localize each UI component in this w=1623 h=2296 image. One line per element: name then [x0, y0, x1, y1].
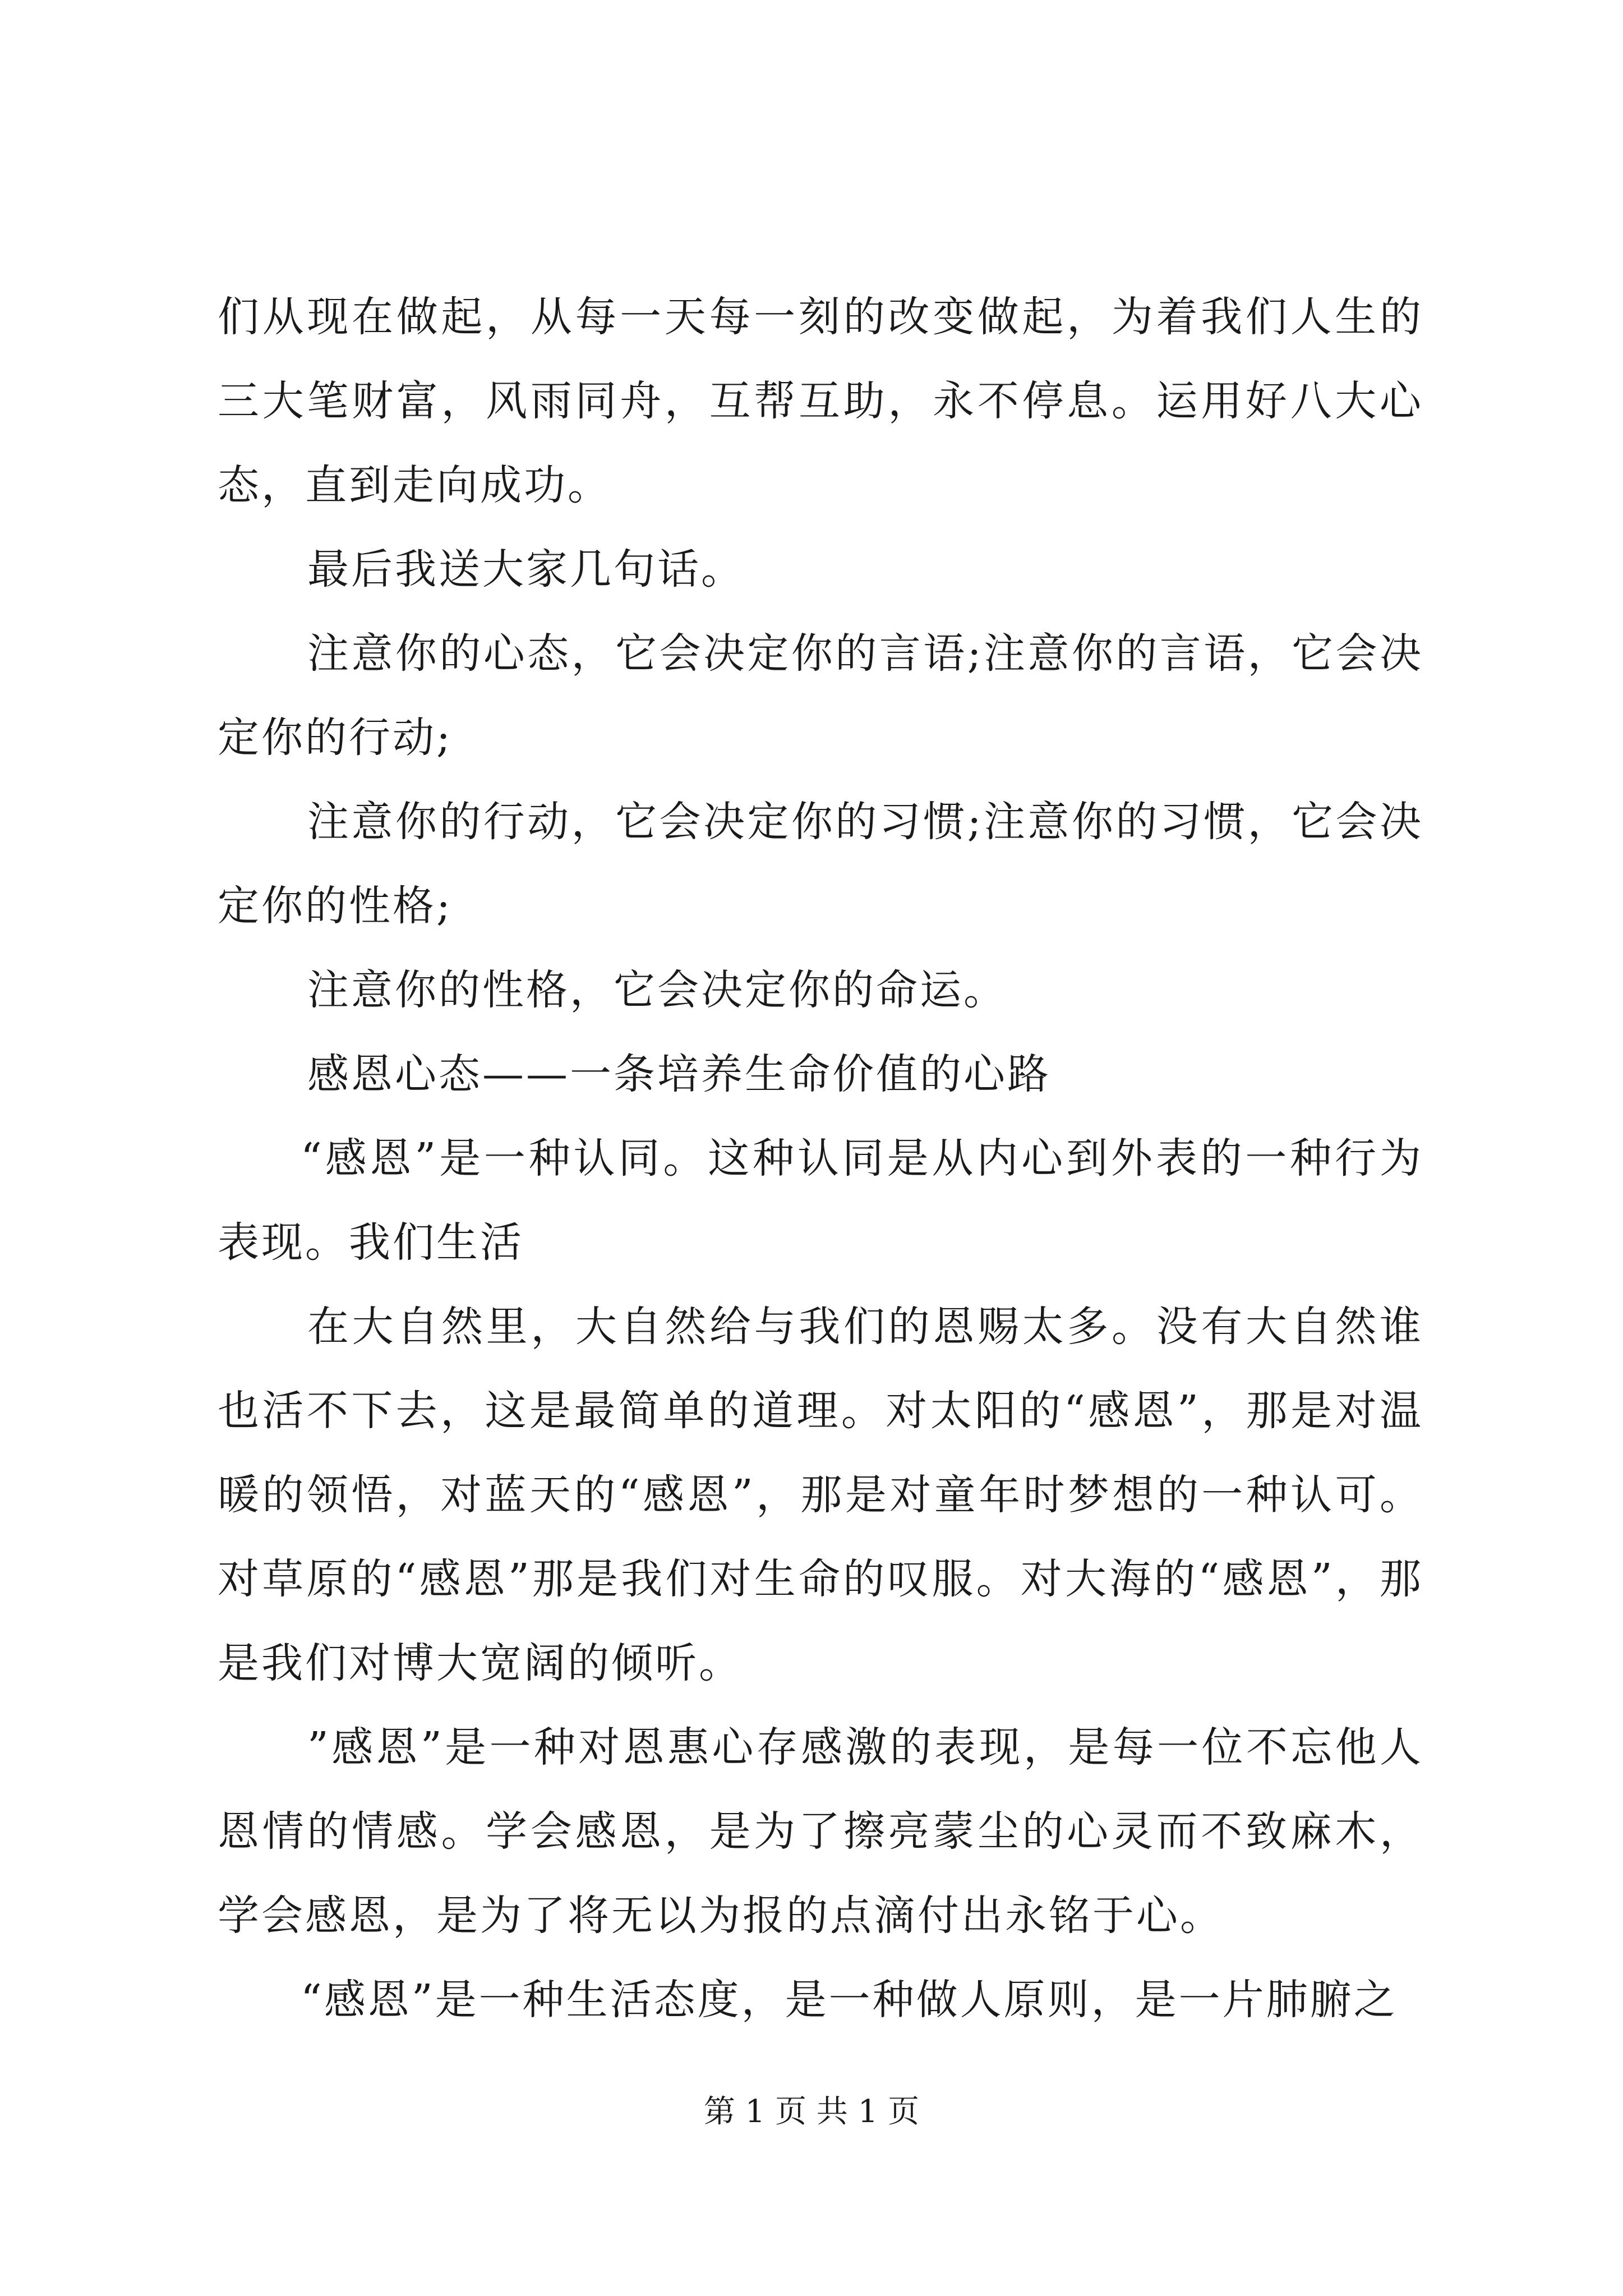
- paragraph-gratitude-attitude: “感恩”是一种生活态度，是一种做人原则，是一片肺腑之: [301, 1976, 1398, 2024]
- page-footer: 第 1 页 共 1 页: [703, 2093, 920, 2130]
- paragraph-closing-words: 最后我送大家几句话。: [307, 545, 745, 593]
- paragraph-quote-action: 注意你的行动，它会决定你的习惯;注意你的习惯，它会决定你的性格;: [218, 798, 1423, 930]
- paragraph-quote-character: 注意你的性格，它会决定你的命运。: [307, 966, 1007, 1014]
- document-body: [218, 275, 1423, 2042]
- paragraph-gratitude-nature: 在大自然里，大自然给与我们的恩赐太多。没有大自然谁也活不下去，这是最简单的道理。对太阳的“感恩”，那是对温暖的领悟，对蓝天的“感恩”，那是对童年时梦想的一种认可。对草原的“感恩”那是我们对生命的叹服。对大海的“感恩”，那是我们对博大宽阔的倾听。: [218, 1303, 1423, 1687]
- paragraph-continuation: 们从现在做起，从每一天每一刻的改变做起，为着我们人生的三大笔财富，风雨同舟，互帮互助，永不停息。运用好八大心态，直到走向成功。: [218, 293, 1423, 509]
- paragraph-gratitude-identity: “感恩”是一种认同。这种认同是从内心到外表的一种行为表现。我们生活: [218, 1134, 1423, 1267]
- section-heading: 感恩心态——一条培养生命价值的心路: [307, 1050, 1051, 1098]
- paragraph-quote-mindset: 注意你的心态，它会决定你的言语;注意你的言语，它会决定你的行动;: [218, 629, 1423, 762]
- paragraph-gratitude-kindness: ”感恩”是一种对恩惠心存感激的表现，是每一位不忘他人恩情的情感。学会感恩，是为了擦亮蒙尘的心灵而不致麻木，学会感恩，是为了将无以为报的点滴付出永铭于心。: [218, 1723, 1423, 1940]
